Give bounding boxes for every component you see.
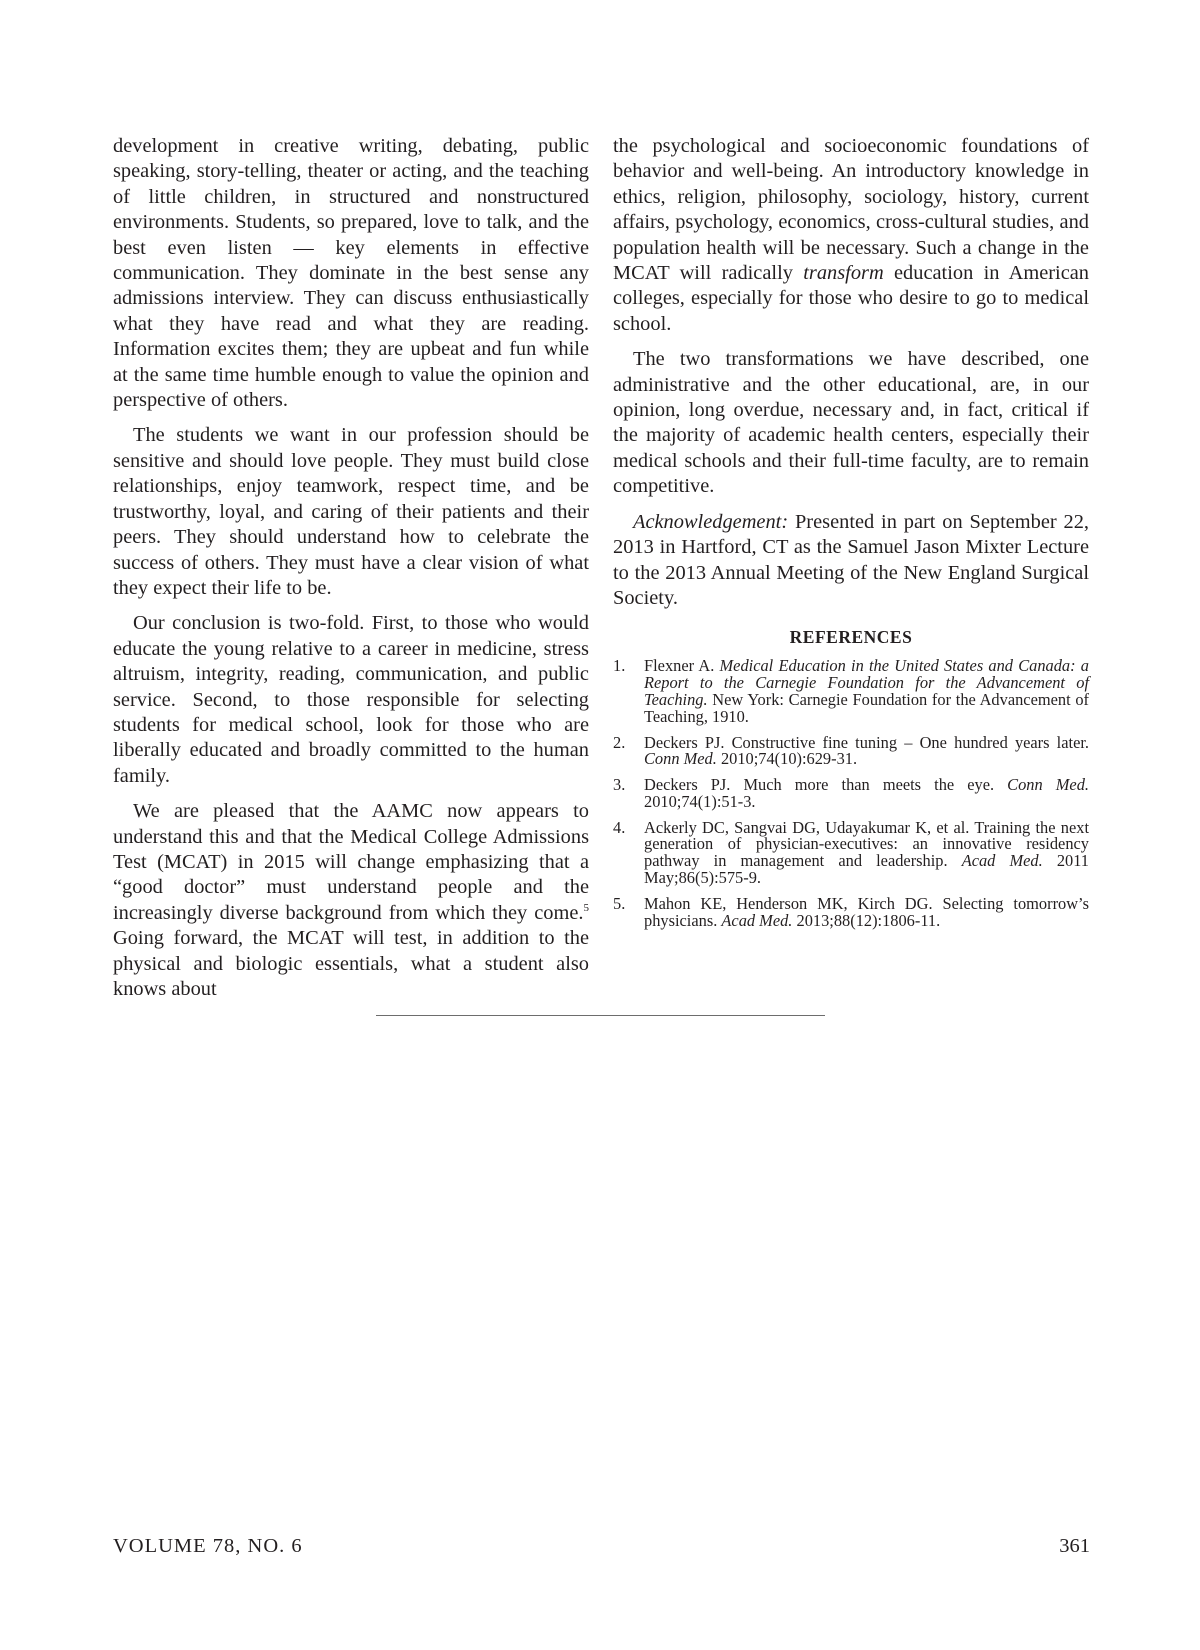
reference-text: Deckers PJ. Much more than meets the eye. Conn Med. 2010;74(1):51-3. [644,775,1089,811]
paragraph: Our conclusion is two-fold. First, to those who would educate the young relative to a career in medicine, stress altruism, integrity, reading, communication, and public service. Second, to those responsible for selecting students for medical school, look for those who are liberally educated and broadly committed to the human family. [113,612,589,787]
paragraph [113,799,589,1002]
paragraph: development in creative writing, debating, public speaking, story-telling, theater or acting, and the teaching of little children, in structured and nonstructured environments. Students, so prepared, love to talk, and the best even listen — key elements in effective communication. They dominate in the best sense any admissions interview. They can discuss enthusiastically what they have read and what they are reading. Information excites them; they are upbeat and fun while at the same time humble enough to value the opinion and perspective of others. [113,135,589,412]
reference-text: Mahon KE, Henderson MK, Kirch DG. Selecting tomorrow’s physicians. Acad Med. 2013;88(12):1806-11. [644,893,1089,930]
page-number: 361 [1059,1535,1090,1557]
reference-item [613,817,1089,888]
paragraph: The students we want in our profession should be sensitive and should love people. They must build close relationships, enjoy teamwork, respect time, and be trustworthy, loyal, and caring of their patients and their peers. They should understand how to celebrate the success of others. They must have a clear vision of what they expect their life to be. [113,424,589,599]
paragraph-text: education in American colleges, especially for those who desire to go to medical school. [613,262,1089,335]
acknowledgement-text: Presented in part on September 22, 2013 in Hartford, CT as the Samuel Jason Mixter Lecture to the 2013 Annual Meeting of the New England Surgical Society. [613,510,1089,609]
left-column [113,134,589,1012]
reference-number: 3. [613,775,626,795]
reference-item [613,732,1089,769]
paragraph-text: the psychological and socioeconomic foundations of behavior and well-being. An introductory knowledge in ethics, religion, philosophy, sociology, history, current affairs, psychology, economics, cross-cultural studies, and population health will be necessary. Such a change in the MCAT will radically [613,135,1089,285]
reference-text: Deckers PJ. Constructive fine tuning – One hundred years later. Conn Med. 2010;74(10):629-31. [644,732,1089,769]
reference-text: Ackerly DC, Sangvai DG, Udayakumar K, et al. Training the next generation of physician-executives: an innovative residency pathway in management and leadership. Acad Med. 2011 May;86(5):575-9. [644,817,1089,888]
paragraph-text: Going forward, the MCAT will test, in addition to the physical and biologic essentials, what a student also knows about [113,927,589,1000]
reference-text: Flexner A. Medical Education in the United States and Canada: a Report to the Carnegie Foundation for the Advancement of Teaching. New York: Carnegie Foundation for the Advancement of Teaching, 1910. [644,656,1089,726]
journal-volume: VOLUME 78, NO. 6 [113,1535,303,1557]
emphasis-text: transform [803,262,884,285]
citation-superscript: 5 [583,901,589,914]
acknowledgement [613,510,1089,612]
reference-number: 5. [613,893,626,913]
reference-item [613,658,1089,725]
reference-number: 2. [613,732,626,752]
section-divider [376,1015,825,1016]
reference-number: 4. [613,817,626,837]
references-heading: REFERENCES [789,627,913,648]
right-column [613,134,1089,938]
paragraph [613,134,1089,337]
paragraph: The two transformations we have described, one administrative and the other educational, are, in our opinion, long overdue, necessary and, in fact, critical if the majority of academic health centers, especially their medical schools and their full-time faculty, are to remain competitive. [613,348,1089,498]
reference-list [613,658,1089,929]
reference-item [613,893,1089,930]
reference-item [613,777,1089,811]
paragraph-text: We are pleased that the AAMC now appears to understand this and that the Medical College Admissions Test (MCAT) in 2015 will change emphasizing that a “good doctor” must understand people and the increasingly diverse background from which they come. [113,800,589,924]
reference-number: 1. [613,656,626,676]
acknowledgement-label: Acknowledgement: [633,510,789,533]
